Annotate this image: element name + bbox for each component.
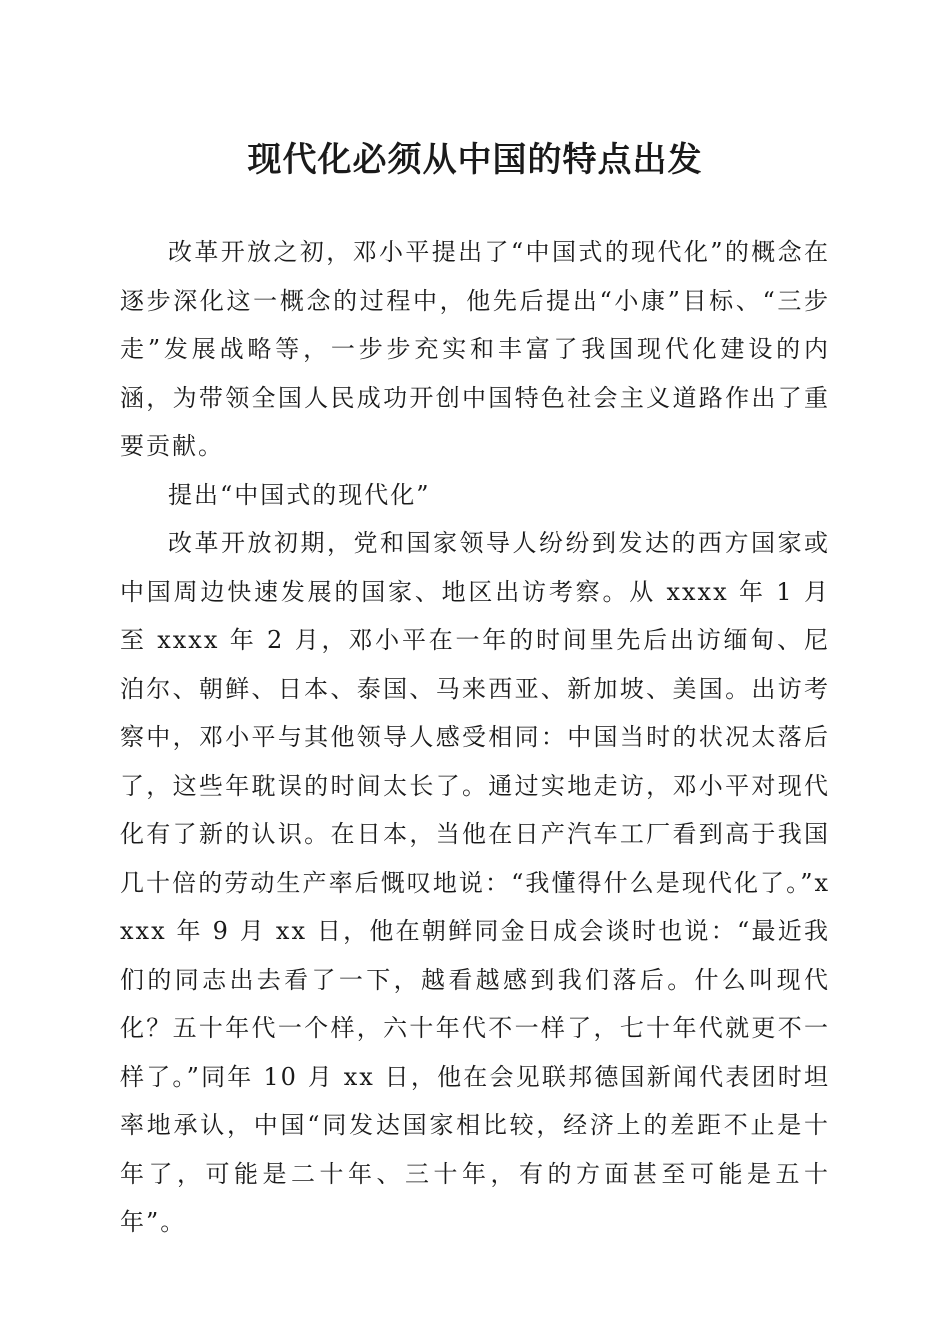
section-heading: 提出“中国式的现代化”: [168, 480, 431, 509]
paragraph-visits: 改革开放初期，党和国家领导人纷纷到发达的西方国家或中国周边快速发展的国家、地区出访考察。从 xxxx 年 1 月至 xxxx 年 2 月，邓小平在一年的时间里先后出访缅甸、尼泊尔、朝鲜、日本、泰国、马来西亚、新加坡、美国。出访考察中，邓小平与其他领导人感受相同：中国当时的状况太落后了，这些年耽误的时间太长了。通过实地走访，邓小平对现代化有了新的认识。在日本，当他在日产汽车工厂看到高于我国几十倍的劳动生产率后慨叹地说：“我懂得什么是现代化了。”xxxx 年 9 月 xx 日，他在朝鲜同金日成会谈时也说：“最近我们的同志出去看了一下，越看越感到我们落后。什么叫现代化？五十年代一个样，六十年代不一样了，七十年代就更不一样了。”同年 10 月 xx 日，他在会见联邦德国新闻代表团时坦率地承认，中国“同发达国家相比较，经济上的差距不止是十年了，可能是二十年、三十年，有的方面甚至可能是五十年”。: [120, 529, 830, 1236]
document-title: 现代化必须从中国的特点出发: [247, 140, 703, 180]
document-body: [120, 228, 830, 1247]
paragraph-intro: 改革开放之初，邓小平提出了“中国式的现代化”的概念在逐步深化这一概念的过程中，他先后提出“小康”目标、“三步走”发展战略等，一步步充实和丰富了我国现代化建设的内涵，为带领全国人民成功开创中国特色社会主义道路作出了重要贡献。: [120, 238, 830, 460]
